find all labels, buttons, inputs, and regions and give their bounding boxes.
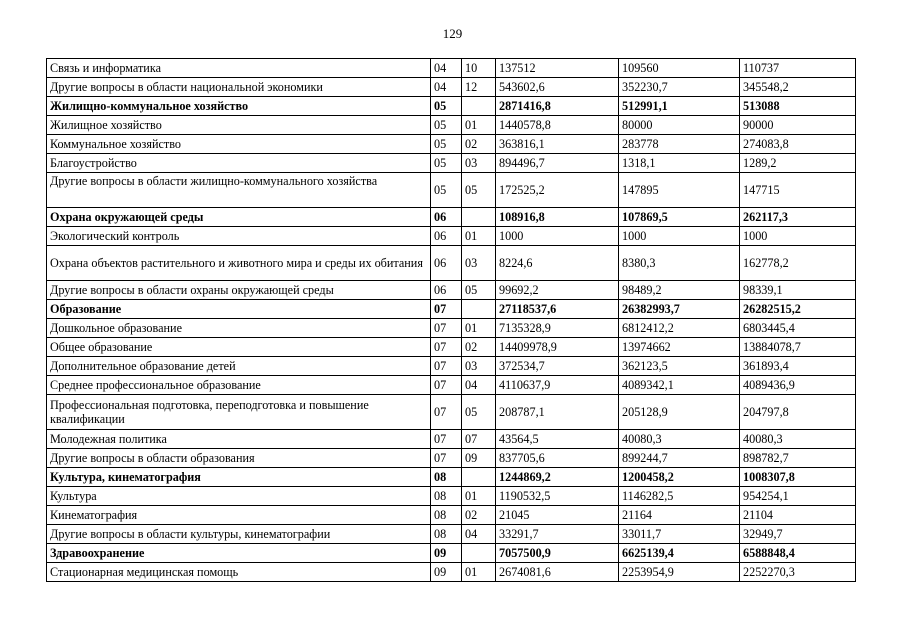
row-value-1-cell: 21045 <box>496 506 619 525</box>
row-value-3-cell: 4089436,9 <box>740 376 856 395</box>
row-name-cell: Благоустройство <box>47 154 431 173</box>
row-value-2-cell: 6812412,2 <box>619 319 740 338</box>
row-name-cell: Другие вопросы в области охраны окружающей среды <box>47 281 431 300</box>
row-section-code-cell: 05 <box>431 116 462 135</box>
row-value-3-cell: 1289,2 <box>740 154 856 173</box>
row-value-2-cell: 352230,7 <box>619 78 740 97</box>
row-subsection-code-cell: 01 <box>462 116 496 135</box>
row-value-2-cell: 1146282,5 <box>619 487 740 506</box>
row-value-1-cell: 2674081,6 <box>496 563 619 582</box>
row-subsection-code-cell: 01 <box>462 227 496 246</box>
row-subsection-code-cell: 03 <box>462 357 496 376</box>
row-section-code-cell: 07 <box>431 395 462 430</box>
row-value-2-cell: 205128,9 <box>619 395 740 430</box>
row-section-code-cell: 06 <box>431 281 462 300</box>
table-row <box>47 506 856 525</box>
row-value-2-cell: 33011,7 <box>619 525 740 544</box>
table-row <box>47 487 856 506</box>
table-row <box>47 430 856 449</box>
row-value-3-cell: 1008307,8 <box>740 468 856 487</box>
row-subsection-code-cell: 04 <box>462 376 496 395</box>
row-subsection-code-cell: 03 <box>462 246 496 281</box>
table-row <box>47 116 856 135</box>
budget-table-body <box>47 59 856 582</box>
row-section-code-cell: 08 <box>431 487 462 506</box>
section-total-row <box>47 97 856 116</box>
row-value-2-cell: 283778 <box>619 135 740 154</box>
row-name-cell: Охрана окружающей среды <box>47 208 431 227</box>
row-value-3-cell: 6588848,4 <box>740 544 856 563</box>
row-value-3-cell: 32949,7 <box>740 525 856 544</box>
row-value-3-cell: 162778,2 <box>740 246 856 281</box>
row-name-cell: Общее образование <box>47 338 431 357</box>
table-row <box>47 281 856 300</box>
row-value-1-cell: 1190532,5 <box>496 487 619 506</box>
section-total-row <box>47 544 856 563</box>
table-row <box>47 563 856 582</box>
table-row <box>47 246 856 281</box>
row-section-code-cell: 07 <box>431 376 462 395</box>
row-name-cell: Жилищное хозяйство <box>47 116 431 135</box>
row-subsection-code-cell <box>462 544 496 563</box>
table-row <box>47 154 856 173</box>
row-value-2-cell: 80000 <box>619 116 740 135</box>
row-section-code-cell: 06 <box>431 208 462 227</box>
table-row <box>47 227 856 246</box>
row-subsection-code-cell: 03 <box>462 154 496 173</box>
row-section-code-cell: 09 <box>431 544 462 563</box>
row-value-3-cell: 204797,8 <box>740 395 856 430</box>
row-subsection-code-cell: 01 <box>462 563 496 582</box>
table-row <box>47 338 856 357</box>
row-section-code-cell: 08 <box>431 525 462 544</box>
row-subsection-code-cell <box>462 208 496 227</box>
row-value-3-cell: 274083,8 <box>740 135 856 154</box>
row-name-cell: Экологический контроль <box>47 227 431 246</box>
row-section-code-cell: 06 <box>431 227 462 246</box>
row-subsection-code-cell <box>462 97 496 116</box>
row-subsection-code-cell <box>462 468 496 487</box>
row-section-code-cell: 07 <box>431 300 462 319</box>
section-total-row <box>47 300 856 319</box>
row-section-code-cell: 08 <box>431 468 462 487</box>
table-row <box>47 376 856 395</box>
row-value-2-cell: 899244,7 <box>619 449 740 468</box>
row-value-2-cell: 4089342,1 <box>619 376 740 395</box>
row-value-3-cell: 26282515,2 <box>740 300 856 319</box>
row-value-2-cell: 107869,5 <box>619 208 740 227</box>
row-value-1-cell: 1244869,2 <box>496 468 619 487</box>
budget-table <box>46 58 856 582</box>
row-value-1-cell: 137512 <box>496 59 619 78</box>
row-value-2-cell: 1000 <box>619 227 740 246</box>
row-value-1-cell: 7057500,9 <box>496 544 619 563</box>
row-value-1-cell: 4110637,9 <box>496 376 619 395</box>
row-section-code-cell: 05 <box>431 154 462 173</box>
row-name-cell: Среднее профессиональное образование <box>47 376 431 395</box>
row-value-1-cell: 1440578,8 <box>496 116 619 135</box>
row-value-1-cell: 1000 <box>496 227 619 246</box>
row-value-1-cell: 2871416,8 <box>496 97 619 116</box>
row-name-cell: Другие вопросы в области образования <box>47 449 431 468</box>
table-row <box>47 525 856 544</box>
row-value-3-cell: 513088 <box>740 97 856 116</box>
row-value-1-cell: 27118537,6 <box>496 300 619 319</box>
table-row <box>47 395 856 430</box>
row-value-2-cell: 512991,1 <box>619 97 740 116</box>
row-section-code-cell: 05 <box>431 97 462 116</box>
row-value-1-cell: 8224,6 <box>496 246 619 281</box>
table-row <box>47 78 856 97</box>
row-value-2-cell: 1318,1 <box>619 154 740 173</box>
row-value-3-cell: 40080,3 <box>740 430 856 449</box>
row-value-2-cell: 6625139,4 <box>619 544 740 563</box>
table-row <box>47 173 856 208</box>
row-subsection-code-cell <box>462 300 496 319</box>
row-value-2-cell: 98489,2 <box>619 281 740 300</box>
row-subsection-code-cell: 02 <box>462 135 496 154</box>
row-value-2-cell: 109560 <box>619 59 740 78</box>
row-value-1-cell: 14409978,9 <box>496 338 619 357</box>
row-value-1-cell: 837705,6 <box>496 449 619 468</box>
table-row <box>47 357 856 376</box>
row-section-code-cell: 07 <box>431 338 462 357</box>
row-subsection-code-cell: 07 <box>462 430 496 449</box>
row-subsection-code-cell: 05 <box>462 173 496 208</box>
row-value-2-cell: 147895 <box>619 173 740 208</box>
row-subsection-code-cell: 02 <box>462 338 496 357</box>
row-value-3-cell: 6803445,4 <box>740 319 856 338</box>
row-section-code-cell: 07 <box>431 449 462 468</box>
row-value-1-cell: 894496,7 <box>496 154 619 173</box>
row-value-2-cell: 21164 <box>619 506 740 525</box>
row-value-3-cell: 13884078,7 <box>740 338 856 357</box>
section-total-row <box>47 208 856 227</box>
row-value-3-cell: 2252270,3 <box>740 563 856 582</box>
row-section-code-cell: 07 <box>431 357 462 376</box>
row-value-2-cell: 362123,5 <box>619 357 740 376</box>
row-value-3-cell: 1000 <box>740 227 856 246</box>
row-value-1-cell: 543602,6 <box>496 78 619 97</box>
row-name-cell: Здравоохранение <box>47 544 431 563</box>
section-total-row <box>47 468 856 487</box>
row-value-2-cell: 8380,3 <box>619 246 740 281</box>
row-name-cell: Кинематография <box>47 506 431 525</box>
row-value-2-cell: 40080,3 <box>619 430 740 449</box>
row-subsection-code-cell: 10 <box>462 59 496 78</box>
row-value-3-cell: 147715 <box>740 173 856 208</box>
row-section-code-cell: 08 <box>431 506 462 525</box>
row-value-3-cell: 361893,4 <box>740 357 856 376</box>
row-name-cell: Связь и информатика <box>47 59 431 78</box>
row-subsection-code-cell: 01 <box>462 319 496 338</box>
row-name-cell: Другие вопросы в области национальной экономики <box>47 78 431 97</box>
row-section-code-cell: 06 <box>431 246 462 281</box>
row-name-cell: Другие вопросы в области культуры, кинематографии <box>47 525 431 544</box>
row-name-cell: Культура <box>47 487 431 506</box>
row-name-cell: Охрана объектов растительного и животного мира и среды их обитания <box>47 246 431 281</box>
row-value-1-cell: 43564,5 <box>496 430 619 449</box>
row-subsection-code-cell: 05 <box>462 395 496 430</box>
row-name-cell: Коммунальное хозяйство <box>47 135 431 154</box>
row-name-cell: Образование <box>47 300 431 319</box>
row-value-1-cell: 108916,8 <box>496 208 619 227</box>
row-value-1-cell: 363816,1 <box>496 135 619 154</box>
row-name-cell: Культура, кинематография <box>47 468 431 487</box>
row-section-code-cell: 07 <box>431 319 462 338</box>
row-section-code-cell: 07 <box>431 430 462 449</box>
row-section-code-cell: 05 <box>431 135 462 154</box>
row-value-3-cell: 90000 <box>740 116 856 135</box>
row-name-cell: Молодежная политика <box>47 430 431 449</box>
row-value-3-cell: 98339,1 <box>740 281 856 300</box>
row-value-1-cell: 172525,2 <box>496 173 619 208</box>
row-value-1-cell: 372534,7 <box>496 357 619 376</box>
table-row <box>47 319 856 338</box>
row-subsection-code-cell: 12 <box>462 78 496 97</box>
row-name-cell: Жилищно-коммунальное хозяйство <box>47 97 431 116</box>
row-value-3-cell: 898782,7 <box>740 449 856 468</box>
row-value-1-cell: 7135328,9 <box>496 319 619 338</box>
row-value-3-cell: 21104 <box>740 506 856 525</box>
row-value-2-cell: 26382993,7 <box>619 300 740 319</box>
row-subsection-code-cell: 02 <box>462 506 496 525</box>
table-row <box>47 59 856 78</box>
row-section-code-cell: 09 <box>431 563 462 582</box>
row-subsection-code-cell: 05 <box>462 281 496 300</box>
row-section-code-cell: 04 <box>431 59 462 78</box>
row-subsection-code-cell: 04 <box>462 525 496 544</box>
row-name-cell: Дополнительное образование детей <box>47 357 431 376</box>
row-value-3-cell: 262117,3 <box>740 208 856 227</box>
row-name-cell: Стационарная медицинская помощь <box>47 563 431 582</box>
row-name-cell: Другие вопросы в области жилищно-коммунального хозяйства <box>47 173 431 208</box>
row-subsection-code-cell: 01 <box>462 487 496 506</box>
row-value-1-cell: 208787,1 <box>496 395 619 430</box>
row-value-2-cell: 2253954,9 <box>619 563 740 582</box>
row-name-cell: Профессиональная подготовка, переподготовка и повышение квалификации <box>47 395 431 430</box>
row-value-1-cell: 99692,2 <box>496 281 619 300</box>
row-value-2-cell: 13974662 <box>619 338 740 357</box>
row-value-3-cell: 110737 <box>740 59 856 78</box>
row-name-cell: Дошкольное образование <box>47 319 431 338</box>
row-value-3-cell: 954254,1 <box>740 487 856 506</box>
row-value-3-cell: 345548,2 <box>740 78 856 97</box>
row-value-1-cell: 33291,7 <box>496 525 619 544</box>
row-value-2-cell: 1200458,2 <box>619 468 740 487</box>
table-row <box>47 135 856 154</box>
row-subsection-code-cell: 09 <box>462 449 496 468</box>
row-section-code-cell: 04 <box>431 78 462 97</box>
table-row <box>47 449 856 468</box>
page-number: 129 <box>442 26 463 41</box>
row-section-code-cell: 05 <box>431 173 462 208</box>
